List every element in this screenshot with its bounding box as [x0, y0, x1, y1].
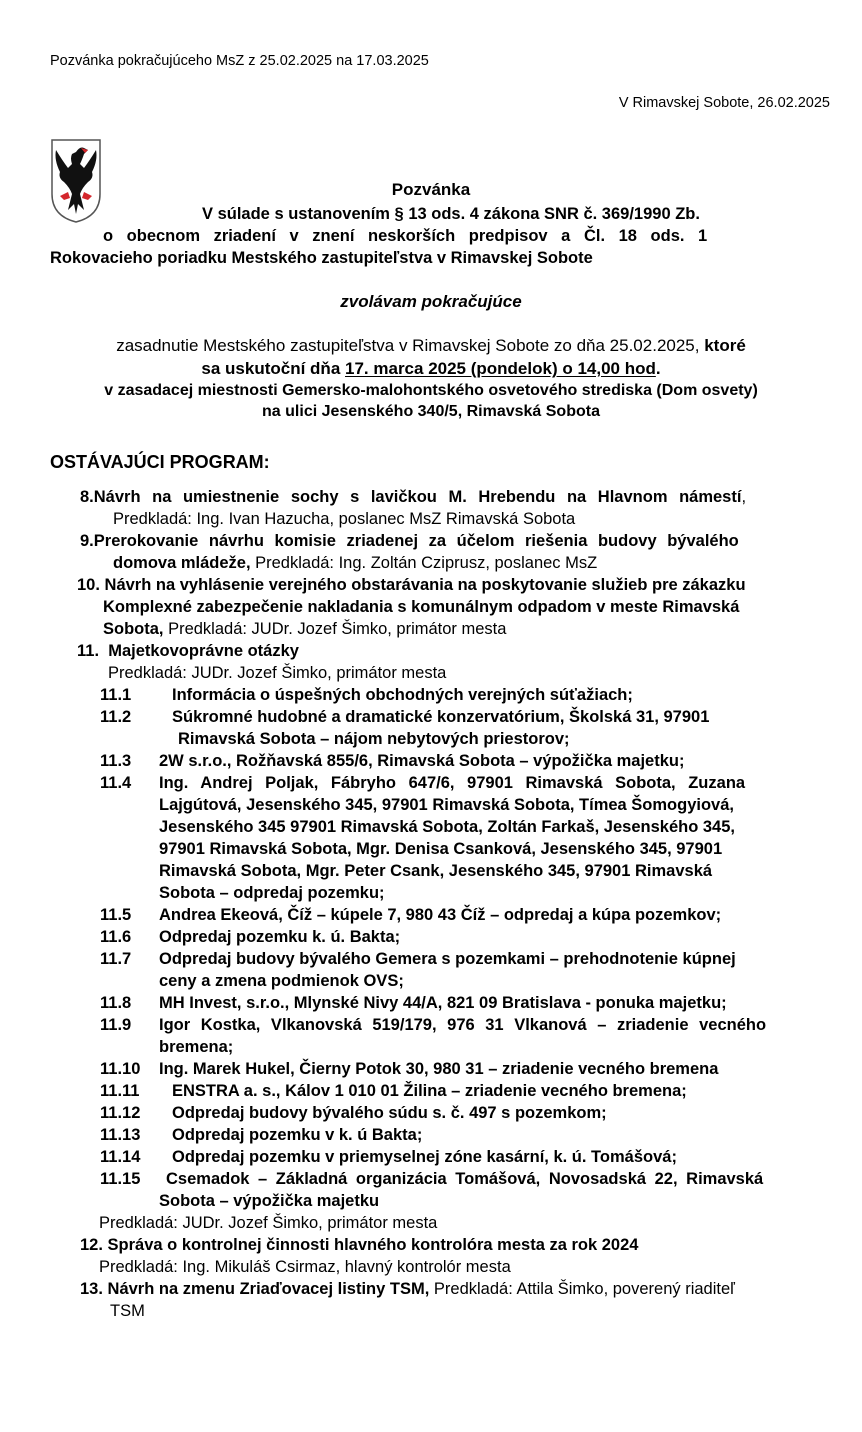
agenda-item-9-cont: [113, 552, 597, 574]
legal-basis-line-1: [202, 203, 829, 225]
agenda-item-8-presenter: Predkladá: Ing. Ivan Hazucha, poslanec MsZ Rimavská Sobota: [113, 510, 576, 528]
venue-line-1: v zasadacej miestnosti Gemersko-malohontského osvetového strediska (Dom osvety): [104, 382, 758, 399]
subitem-11-2-cont: Rimavská Sobota – nájom nebytových priestorov;: [178, 730, 570, 748]
subitem-11-5: [100, 904, 721, 926]
convene-statement: zvolávam pokračujúce: [340, 292, 522, 311]
agenda-item-title: Návrh na umiestnenie sochy s lavičkou M. Hrebendu na Hlavnom námestí: [93, 488, 742, 506]
session-text: zasadnutie Mestského zastupiteľstva v Rimavskej Sobote zo dňa 25.02.2025,: [116, 336, 700, 355]
document-subject: Pozvánka pokračujúceho MsZ z 25.02.2025 na 17.03.2025: [50, 53, 429, 69]
subitem-number: 11.6: [100, 928, 132, 946]
agenda-item-number: 12.: [80, 1236, 103, 1254]
agenda-item-number: 13.: [80, 1280, 103, 1298]
subitem-number: 11.2: [100, 708, 132, 726]
agenda-item-8: [80, 486, 746, 508]
legal-basis-text-1: V súlade s ustanovením § 13 ods. 4 zákona SNR č. 369/1990 Zb.: [202, 205, 700, 223]
subitem-number: 11.3: [100, 752, 132, 770]
subitem-text: Odpredaj budovy bývalého Gemera s pozemkami – prehodnotenie kúpnej: [159, 950, 736, 968]
subitem-11-7: [100, 948, 736, 970]
subitem-text: MH Invest, s.r.o., Mlynské Nivy 44/A, 821 09 Bratislava - ponuka majetku;: [159, 994, 727, 1012]
subitem-number: 11.8: [100, 994, 132, 1012]
subitem-number: 11.5: [100, 906, 132, 924]
subitem-11-4-cont-2: Jesenského 345 97901 Rimavská Sobota, Zoltán Farkaš, Jesenského 345,: [159, 818, 735, 836]
subitem-11-4-cont-5: Sobota – odpredaj pozemku;: [159, 884, 385, 902]
subitem-number: 11.15: [100, 1170, 141, 1188]
agenda-item-number: 8.: [80, 488, 94, 506]
legal-basis-line-2: [103, 225, 829, 247]
subitem-number: 11.7: [100, 950, 132, 968]
agenda-item-9: [80, 530, 739, 552]
subitem-text: 2W s.r.o., Rožňavská 855/6, Rimavská Sobota – výpožička majetku;: [159, 752, 685, 770]
subitem-11-9: [100, 1014, 766, 1036]
agenda-item-13: [80, 1278, 735, 1300]
subitem-number: 11.14: [100, 1148, 141, 1166]
subitem-text: Odpredaj pozemku v priemyselnej zóne kasární, k. ú. Tomášová;: [172, 1148, 677, 1166]
subitem-11-8: [100, 992, 727, 1014]
subitem-11-4-cont-3: 97901 Rimavská Sobota, Mgr. Denisa Csanková, Jesenského 345, 97901: [159, 840, 723, 858]
subitem-11-4-cont-1: Lajgútová, Jesenského 345, 97901 Rimavská Sobota, Tímea Šomogyiová,: [159, 796, 734, 814]
subitem-11-2: [100, 706, 709, 728]
subitem-text: Odpredaj pozemku v k. ú Bakta;: [172, 1126, 423, 1144]
program-heading: OSTÁVAJÚCI PROGRAM:: [50, 452, 270, 472]
session-line-1: [0, 336, 862, 356]
subitem-text: Informácia o úspešných obchodných verejných súťažiach;: [172, 686, 633, 704]
subitem-number: 11.1: [100, 686, 132, 704]
subitem-11-12: [100, 1102, 607, 1124]
agenda-item-title-cont: domova mládeže,: [113, 554, 251, 572]
session-date-prefix: sa uskutoční dňa: [201, 359, 341, 378]
subitem-11-9-cont: bremena;: [159, 1038, 234, 1056]
subitem-11-4: [100, 772, 745, 794]
punctuation: ,: [741, 488, 747, 506]
subitem-11-10: [100, 1058, 718, 1080]
subitem-number: 11.12: [100, 1104, 141, 1122]
legal-basis-line-3: Rokovacieho poriadku Mestského zastupiteľstva v Rimavskej Sobote: [50, 249, 593, 267]
subitem-11-1: [100, 684, 633, 706]
agenda-item-title: Prerokovanie návrhu komisie zriadenej za účelom riešenia budovy bývalého: [93, 532, 739, 550]
agenda-item-title: Návrh na vyhlásenie verejného obstarávania na poskytovanie služieb pre zákazku: [104, 576, 746, 594]
subitem-number: 11.13: [100, 1126, 141, 1144]
agenda-item-title: Návrh na zmenu Zriaďovacej listiny TSM,: [107, 1280, 430, 1298]
session-text-bold: ktoré: [704, 336, 746, 355]
agenda-item-title-cont: Sobota,: [103, 620, 164, 638]
agenda-item-title: Správa o kontrolnej činnosti hlavného kontrolóra mesta za rok 2024: [107, 1236, 639, 1254]
agenda-item-presenter: Predkladá: JUDr. Jozef Šimko, primátor mesta: [163, 620, 507, 638]
session-date: 17. marca 2025 (pondelok) o 14,00 hod: [345, 359, 656, 378]
session-date-suffix: .: [655, 359, 661, 378]
subitem-number: 11.4: [100, 774, 132, 792]
agenda-item-number: 11.: [77, 642, 100, 660]
subitem-11-13: [100, 1124, 422, 1146]
subitem-text: Andrea Ekeová, Číž – kúpele 7, 980 43 Číž – odpredaj a kúpa pozemkov;: [159, 906, 722, 924]
agenda-item-number: 10.: [77, 576, 100, 594]
agenda-item-11-presenter-bottom: Predkladá: JUDr. Jozef Šimko, primátor mesta: [99, 1214, 438, 1232]
subitem-text: Ing. Andrej Poljak, Fábryho 647/6, 97901 Rimavská Sobota, Zuzana: [159, 774, 746, 792]
subitem-11-4-cont-4: Rimavská Sobota, Mgr. Peter Csank, Jesenského 345, 97901 Rimavská: [159, 862, 713, 880]
agenda-item-13-cont: TSM: [110, 1302, 145, 1320]
subitem-text: Odpredaj budovy bývalého súdu s. č. 497 s pozemkom;: [172, 1104, 607, 1122]
agenda-item-10: [77, 574, 746, 596]
subitem-number: 11.9: [100, 1016, 132, 1034]
agenda-item-presenter: Predkladá: Ing. Zoltán Cziprusz, poslanec MsZ: [250, 554, 598, 572]
subitem-text: ENSTRA a. s., Kálov 1 010 01 Žilina – zriadenie vecného bremena;: [172, 1082, 687, 1100]
subitem-11-15-cont: Sobota – výpožička majetku: [159, 1192, 380, 1210]
subitem-text: Csemadok – Základná organizácia Tomášová, Novosadská 22, Rimavská: [166, 1170, 764, 1188]
subitem-11-3: [100, 750, 684, 772]
subitem-text: Igor Kostka, Vlkanovská 519/179, 976 31 Vlkanová – zriadenie vecného: [159, 1016, 767, 1034]
subitem-text: Súkromné hudobné a dramatické konzervatórium, Školská 31, 97901: [172, 708, 710, 726]
subitem-text: Ing. Marek Hukel, Čierny Potok 30, 980 31 – zriadenie vecného bremena: [159, 1060, 719, 1078]
agenda-item-number: 9.: [80, 532, 94, 550]
agenda-item-11: [77, 640, 299, 662]
subitem-number: 11.11: [100, 1082, 140, 1100]
agenda-item-presenter: Predkladá: Attila Šimko, poverený riaditeľ: [429, 1280, 735, 1298]
legal-basis-text-2: o obecnom zriadení v znení neskorších predpisov a Čl. 18 ods. 1: [103, 227, 708, 245]
subitem-11-6: [100, 926, 400, 948]
subitem-11-11: [100, 1080, 687, 1102]
place-and-date: V Rimavskej Sobote, 26.02.2025: [618, 95, 830, 111]
subitem-number: 11.10: [100, 1060, 141, 1078]
invitation-title: Pozvánka: [391, 180, 471, 199]
agenda-item-10-line-2: Komplexné zabezpečenie nakladania s komunálnym odpadom v meste Rimavská: [103, 598, 740, 616]
agenda-item-12: [80, 1234, 638, 1256]
subitem-11-14: [100, 1146, 677, 1168]
subitem-11-7-cont: ceny a zmena podmienok OVS;: [159, 972, 404, 990]
agenda-item-10-line-3: [103, 618, 506, 640]
agenda-item-title: Majetkovoprávne otázky: [108, 642, 299, 660]
session-line-2: [0, 359, 862, 379]
subitem-text: Odpredaj pozemku k. ú. Bakta;: [159, 928, 401, 946]
venue-line-2: na ulici Jesenského 340/5, Rimavská Sobota: [262, 403, 600, 420]
subitem-11-15: [100, 1168, 763, 1190]
agenda-item-12-presenter: Predkladá: Ing. Mikuláš Csirmaz, hlavný kontrolór mesta: [99, 1258, 511, 1276]
agenda-item-11-presenter: Predkladá: JUDr. Jozef Šimko, primátor mesta: [108, 664, 447, 682]
